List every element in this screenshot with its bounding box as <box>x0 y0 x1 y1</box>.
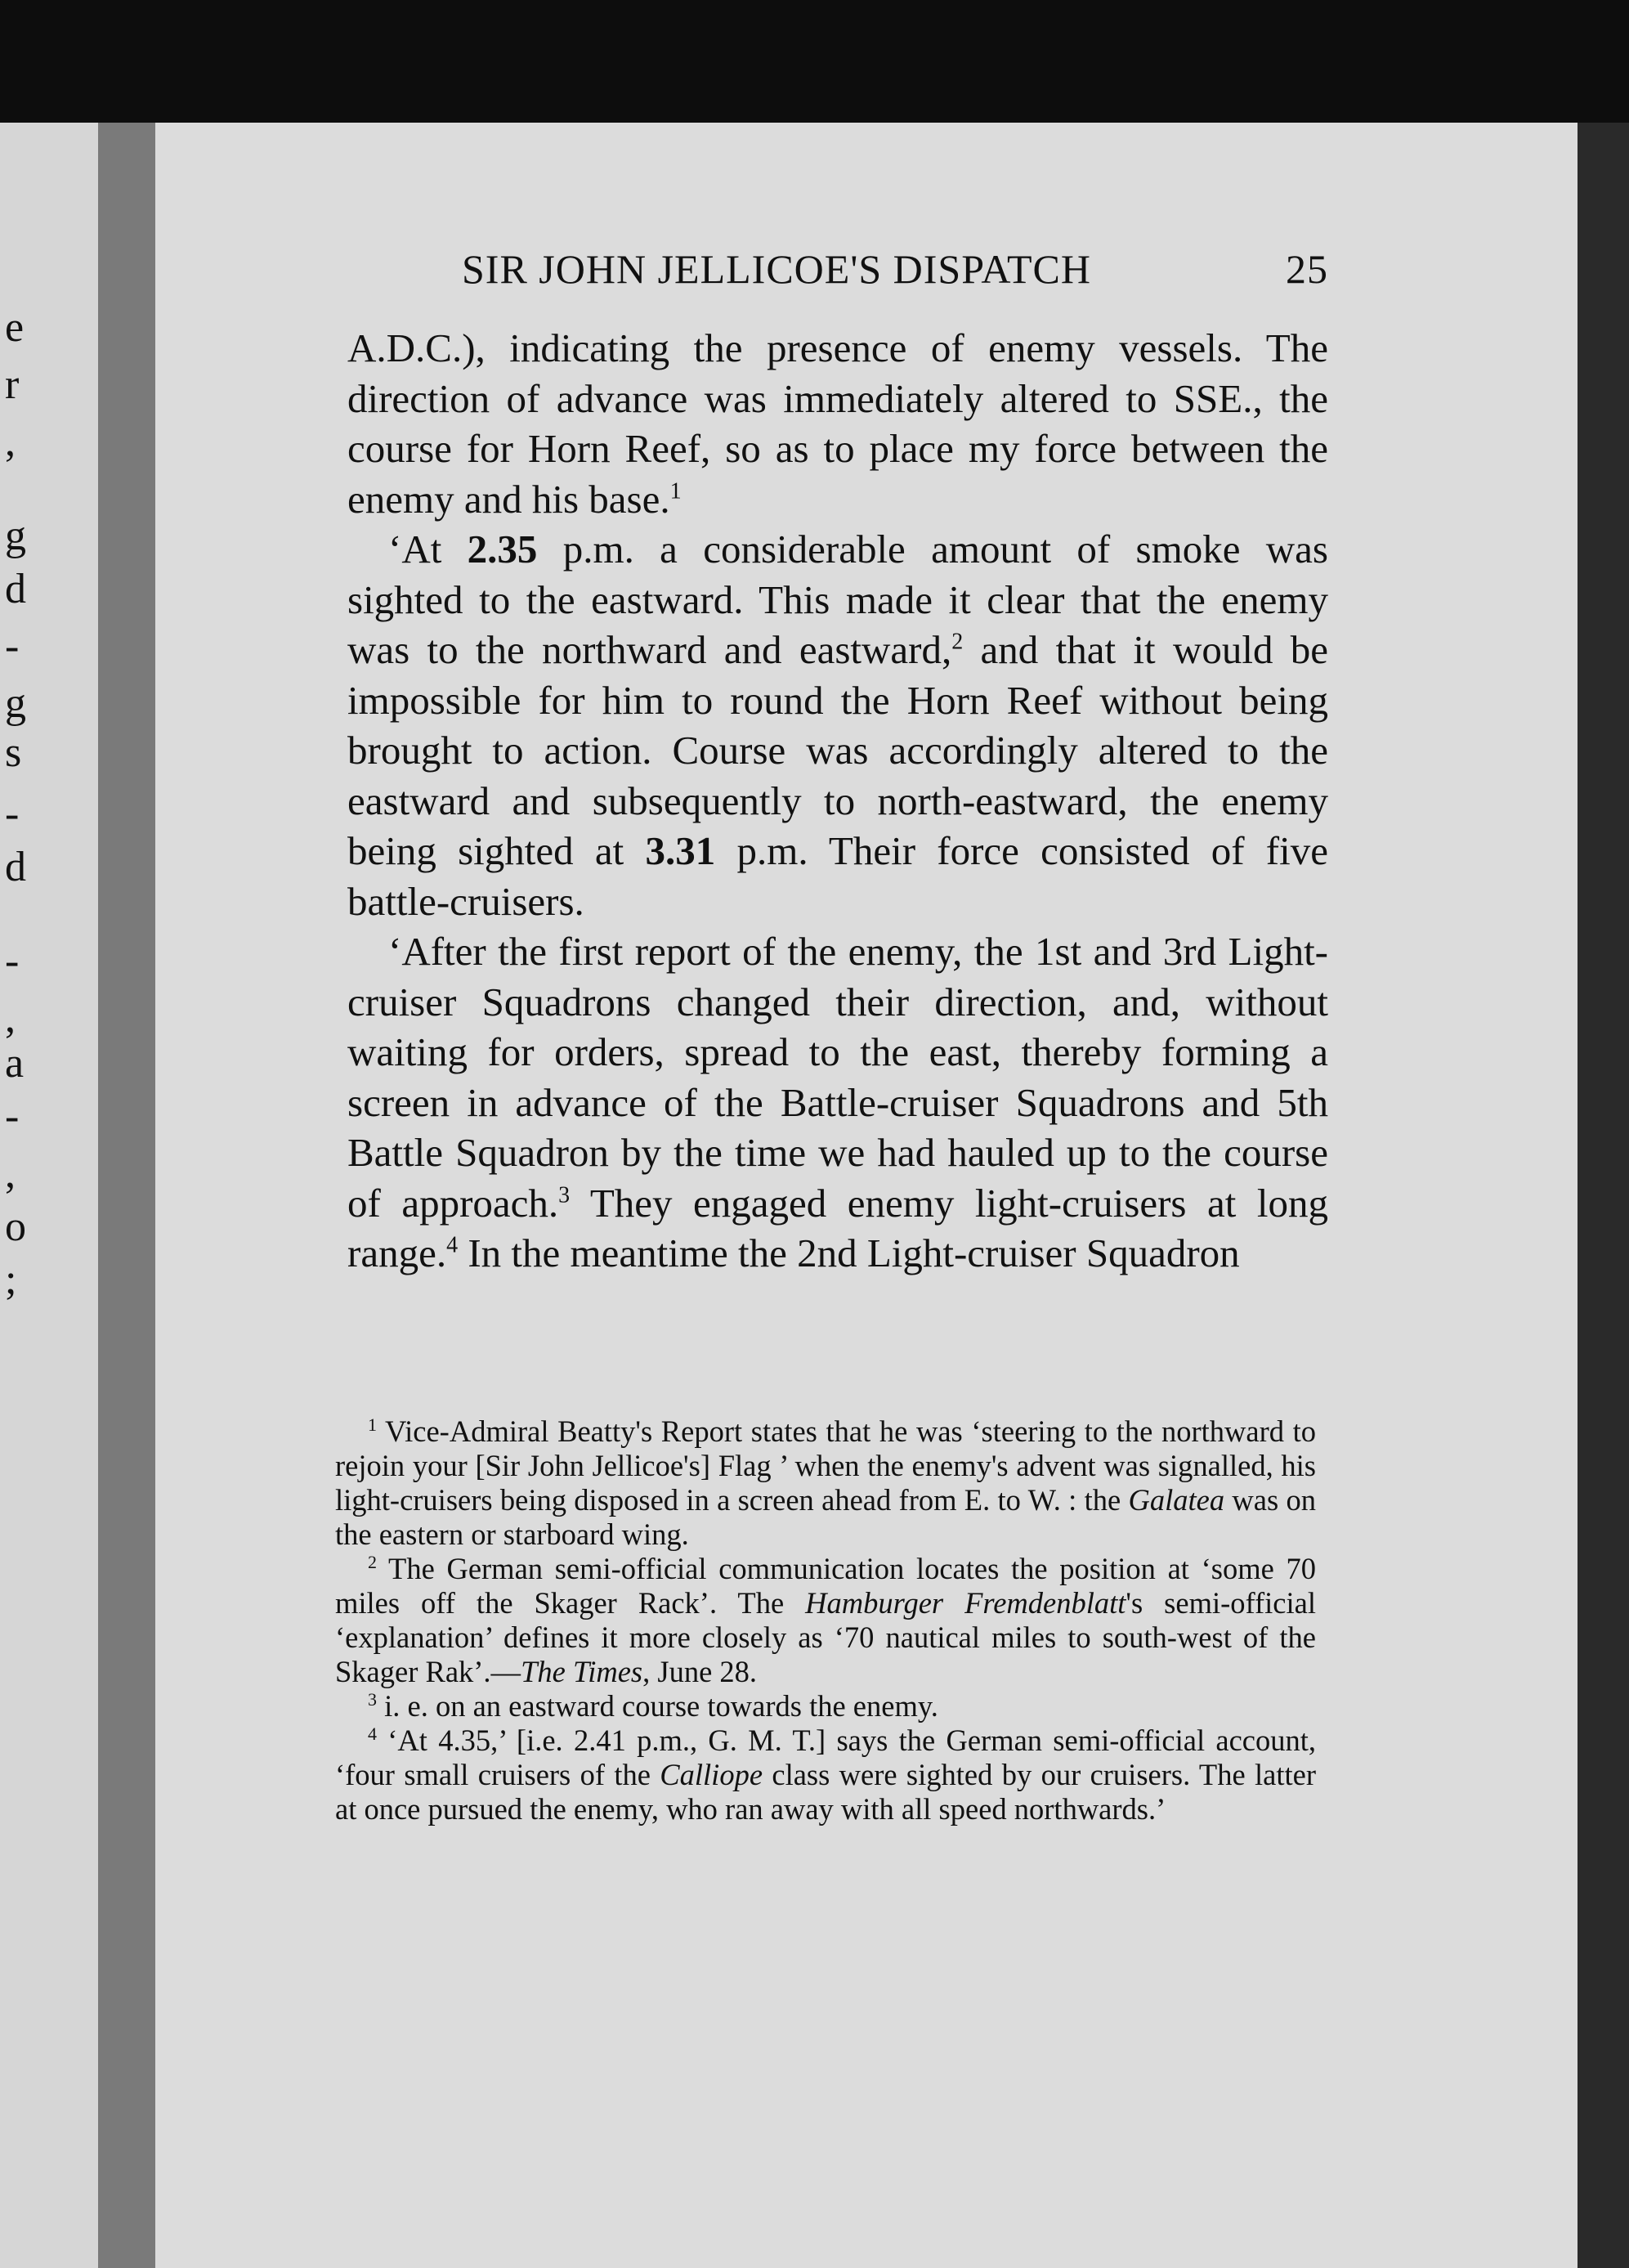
time-bold: 2.35 <box>467 527 538 571</box>
footnote-text: The German semi-official communication locates the position at ‘some 70 miles off the Skager Rack’. The <box>335 1552 1316 1620</box>
book-gutter <box>98 123 155 2268</box>
facing-page-fragment: a <box>5 1040 25 1087</box>
paragraph-text: and that it would be impossible for him to round the Horn Reef without being brought to action. Course was accordingly altered to the eastward and subsequently to north-eastward, the enemy being sighted at <box>347 627 1328 873</box>
paragraph-text: In the meantime the 2nd Light-cruiser Squadron <box>458 1230 1240 1275</box>
facing-page-fragment: - <box>5 623 20 670</box>
facing-page-fragment: g <box>5 513 26 559</box>
footnote-ref-4: 4 <box>446 1232 459 1258</box>
facing-page-fragment: g <box>5 680 26 727</box>
paragraph-text: p.m. Their force consisted of five battle-cruisers. <box>347 828 1328 924</box>
footnote-3 <box>335 1689 1316 1723</box>
paragraph-text: ‘After the first report of the enemy, the 1st and 3rd Light-cruiser Squadrons changed their direction, and, without waiting for orders, spread to the east, thereby forming a screen in advance of the Battle-cruiser Squadrons and 5th Battle Squadron by the time we had hauled up to the course of approach. <box>347 929 1328 1226</box>
facing-page-fragment: - <box>5 791 20 837</box>
footnote-text: Vice-Admiral Beatty's Report states that he was ‘steering to the northward to rejoin your [Sir John Jellicoe's] Flag ’ when the enemy's advent was signalled, his light-cruisers being disposed in a screen ahead from E. to W. : the <box>335 1414 1316 1517</box>
footnote-italic: Galatea <box>1128 1483 1225 1517</box>
footnote-2 <box>335 1552 1316 1689</box>
footnote-ref-3: 3 <box>558 1182 571 1208</box>
footnote-text: class were sighted by our cruisers. The latter at once pursued the enemy, who ran away with all speed northwards.’ <box>335 1758 1316 1826</box>
facing-page-fragment: d <box>5 566 26 612</box>
paragraph-1 <box>347 323 1328 524</box>
footnote-text: 's semi-official ‘explanation’ defines it more closely as ‘70 nautical miles to south-west of the Skager Rak’.— <box>335 1586 1316 1688</box>
footnote-italic: Calliope <box>660 1758 763 1791</box>
footnote-text: , June 28. <box>642 1655 758 1688</box>
paragraph-text: ‘At <box>388 527 468 571</box>
footnote-ref-1: 1 <box>669 478 682 504</box>
time-bold: 3.31 <box>645 828 716 873</box>
facing-page-edge <box>0 123 98 2268</box>
footnote-1 <box>335 1414 1316 1552</box>
paragraph-text: p.m. a considerable amount of smoke was sighted to the eastward. This made it clear that the enemy was to the northward and eastward, <box>347 527 1328 672</box>
footnote-number: 4 <box>368 1723 377 1744</box>
facing-page-fragment: - <box>5 1093 20 1140</box>
paragraph-2 <box>347 524 1328 926</box>
paragraph-3 <box>347 926 1328 1279</box>
footnote-4 <box>335 1723 1316 1827</box>
facing-page-fragment: ; <box>5 1257 17 1303</box>
page-number: 25 <box>1286 246 1328 292</box>
footnote-italic: The Times <box>521 1655 643 1688</box>
facing-page-fragment: , <box>5 419 16 465</box>
footnote-text: was on the eastern or starboard wing. <box>335 1483 1316 1551</box>
facing-page-fragment: , <box>5 995 16 1042</box>
facing-page-fragment: r <box>5 361 20 408</box>
paragraph-text: They engaged enemy light-cruisers at long range. <box>347 1180 1329 1275</box>
footnote-number: 2 <box>368 1551 377 1572</box>
footnote-italic: Hamburger Fremdenblatt <box>805 1586 1126 1620</box>
footnotes <box>335 1414 1316 1827</box>
facing-page-fragment: e <box>5 304 25 351</box>
facing-page-fragment: , <box>5 1150 16 1197</box>
facing-page-fragment: d <box>5 844 26 890</box>
paragraph-text: A.D.C.), indicating the presence of enemy vessels. The direction of advance was immediately altered to SSE., the course for Horn Reef, so as to place my force between the enemy and his base. <box>347 325 1328 522</box>
facing-page-fragment: o <box>5 1203 26 1250</box>
facing-page-fragment: s <box>5 729 22 776</box>
footnote-number: 3 <box>368 1688 377 1710</box>
body-text <box>347 323 1328 1279</box>
footnote-ref-2: 2 <box>951 629 964 655</box>
page-edge-shadow <box>1578 123 1629 2268</box>
footnote-text: i. e. on an eastward course towards the enemy. <box>377 1689 938 1723</box>
facing-page-fragment: - <box>5 938 20 984</box>
running-title: SIR JOHN JELLICOE'S DISPATCH <box>462 246 1091 292</box>
footnote-number: 1 <box>368 1414 377 1435</box>
footnote-text: ‘At 4.35,’ [i.e. 2.41 p.m., G. M. T.] says the German semi-official account, ‘four small cruisers of the <box>335 1723 1316 1791</box>
running-header <box>462 245 1328 311</box>
